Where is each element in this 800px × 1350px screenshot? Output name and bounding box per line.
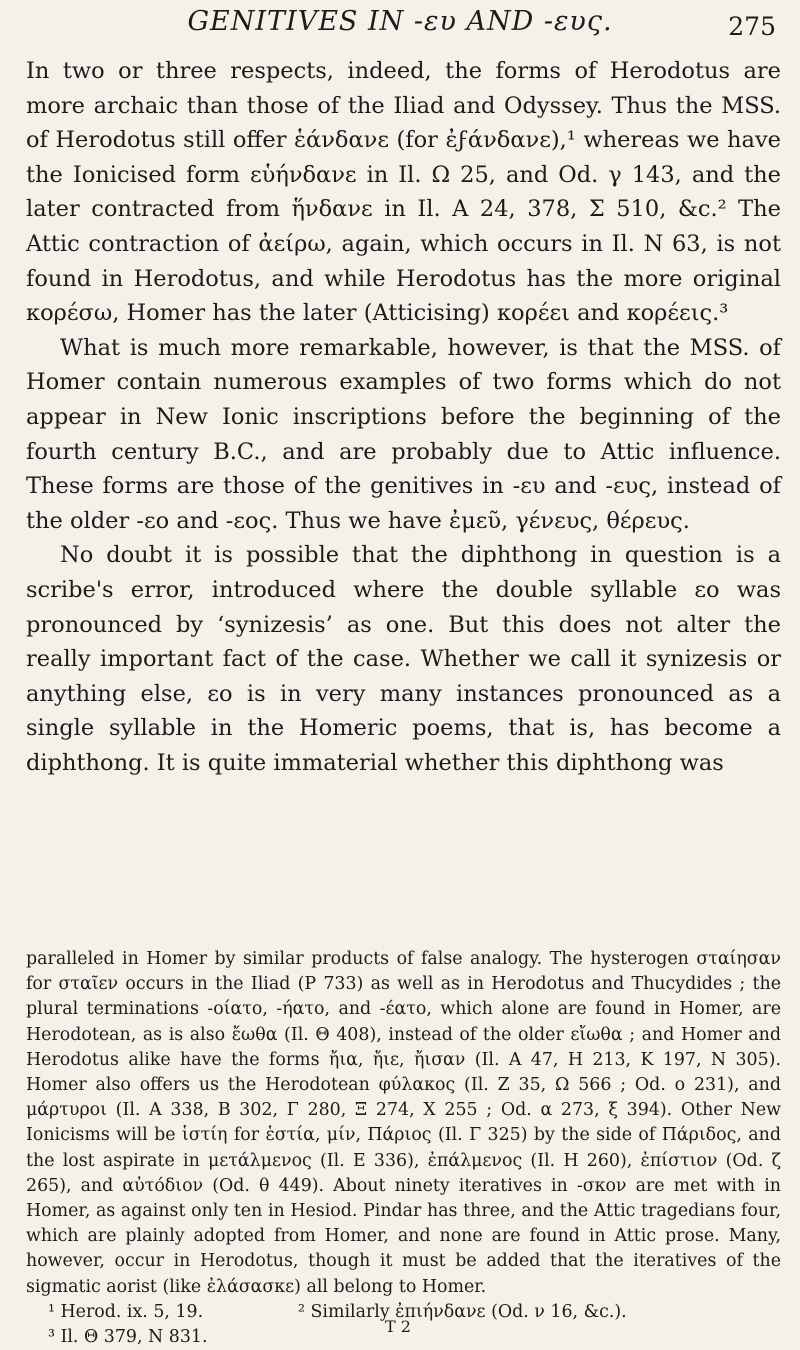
signature-mark: T 2 [385, 1317, 411, 1336]
paragraph: What is much more remarkable, however, is that the MSS. of Homer contain numerous examples of two forms which do not appear in New Ionic inscriptions before the beginning of the fourth century B.C., and are probably due to Attic influence. These forms are those of the genitives in -ευ and -ευς, instead of the older -εο and -εος. Thus we have ἐμεῦ, γένευς, θέρευς. [26, 334, 781, 534]
running-title: GENITIVES IN -ευ AND -ευς. [187, 6, 613, 37]
footnote-2: ² Similarly ἐπιήνδανε (Od. ν 16, &c.). [298, 1301, 627, 1322]
footnote-1: ¹ Herod. ix. 5, 19. [48, 1301, 204, 1322]
main-text [26, 54, 781, 780]
footnote-3: ³ Il. Θ 379, Ν 831. [48, 1327, 208, 1348]
paragraph: In two or three respects, indeed, the forms of Herodotus are more archaic than those of the Iliad and Odyssey. Thus the MSS. of Herodotus still offer ἑάνδανε (for ἐϝάνδανε),¹ whereas we have the Ionicised form εὑήνδανε in Il. Ω 25, and Od. γ 143, and the later contracted from ἥνδανε in Il. Α 24, 378, Σ 510, &c.² The Attic contraction of ἀείρω, again, which occurs in Il. Ν 63, is not found in Herodotus, and while Herodotus has the more original κορέσω, Homer has the later (Atticising) κορέει and κορέεις.³ [26, 58, 781, 327]
paragraph: No doubt it is possible that the diphthong in question is a scribe's error, introduced where the double syllable εο was pronounced by ‘synizesis’ as one. But this does not alter the really important fact of the case. Whether we call it synizesis or anything else, εο is in very many instances pronounced as a single syllable in the Homeric poems, that is, has become a diphthong. It is quite immaterial whether this diphthong was [26, 542, 781, 776]
page-number: 275 [728, 12, 776, 41]
continued-note: paralleled in Homer by similar products of false analogy. The hysterogen σταίησαν for σταῖεν occurs in the Iliad (Ρ 733) as well as in Herodotus and Thucydides ; the plural terminations -οίατο, -ήατο, and -έατο, which alone are found in Homer, are Herodotean, as is also ἔωθα (Il. Θ 408), instead of the older εἴωθα ; and Homer and Herodotus alike have the forms ἤια, ἤιε, ἤισαν (Il. Α 47, Η 213, Κ 197, Ν 305). Homer also offers us the Herodotean φύλακος (Il. Ζ 35, Ω 566 ; Od. ο 231), and μάρτυροι (Il. Α 338, Β 302, Γ 280, Ξ 274, Χ 255 ; Od. α 273, ξ 394). Other New Ionicisms will be ἱστίη for ἑστία, μίν, Πάριος (Il. Γ 325) by the side of Πάριδος, and the lost aspirate in μετάλμενος (Il. Ε 336), ἐπάλμενος (Il. Η 260), ἐπίστιον (Od. ζ 265), and αὐτόδιον (Od. θ 449). About ninety iteratives in -σκον are met with in Homer, as against only ten in Hesiod. Pindar has three, and the Attic tragedians four, which are plainly adopted from Homer, and none are found in Attic prose. Many, however, occur in Herodotus, though it must be added that the iteratives of the sigmatic aorist (like ἐλάσασκε) all belong to Homer. [26, 949, 781, 1297]
footnote-area [26, 947, 781, 1350]
